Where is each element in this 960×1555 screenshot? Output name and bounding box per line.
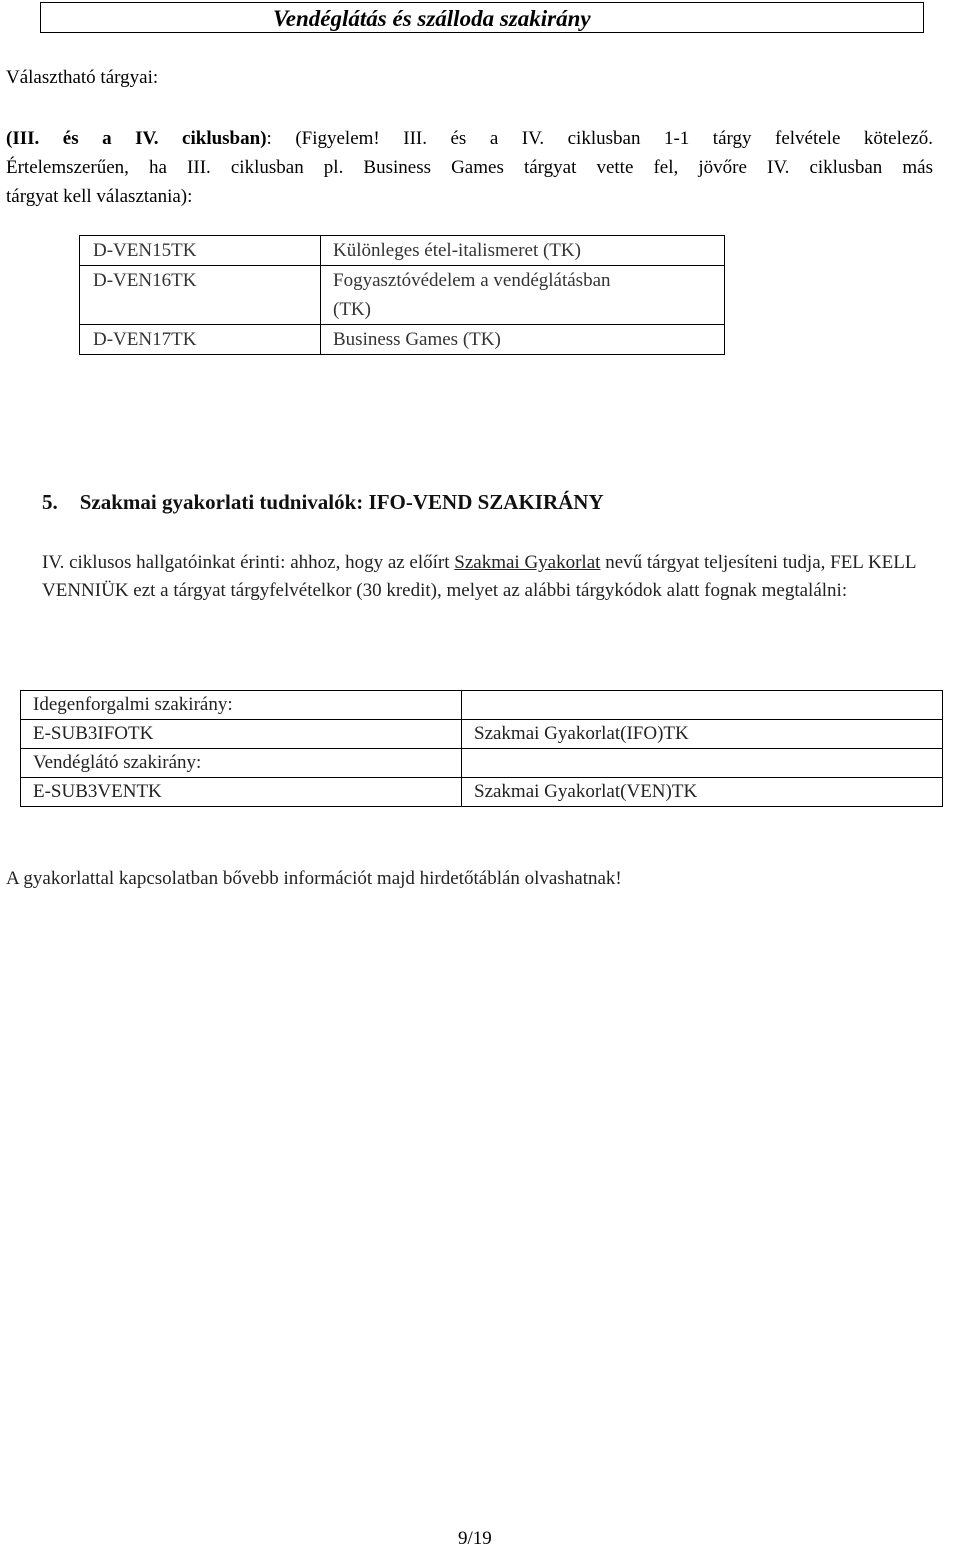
course-name-line-2: (TK) [333, 299, 371, 320]
practice-text-before: IV. ciklusos hallgatóinkat érinti: ahhoz, hogy az előírt [42, 552, 455, 573]
course-name-line-1: Fogyasztóvédelem a vendéglátásban [333, 270, 611, 291]
choosable-courses-label: Választható tárgyai: [6, 67, 159, 88]
practice-text-after: nevű tárgyat teljesíteni tudja, FEL KELL VENNIÜK ezt a tárgyat tárgyfelvételkor (30 kredit), melyet az alábbi tárgykódok alatt fognak megtalálni: [42, 552, 916, 601]
course-name [321, 266, 725, 325]
table-row [21, 778, 943, 807]
specialization-label: Vendéglátó szakirány: [21, 749, 462, 778]
intro-paragraph [6, 124, 933, 211]
practice-course-name: Szakmai Gyakorlat [454, 552, 601, 573]
practice-course-cell [462, 691, 943, 720]
practice-codes-table [20, 690, 943, 807]
practice-paragraph [42, 549, 935, 605]
practice-code: E-SUB3VENTK [21, 778, 462, 807]
course-name: Business Games (TK) [321, 325, 725, 355]
course-name: Különleges étel-italismeret (TK) [321, 236, 725, 266]
intro-line-2: Értelemszerűen, ha III. ciklusban pl. Business Games tárgyat vette fel, jövőre IV. ciklusban más [6, 157, 933, 178]
intro-bold-cycles: (III. és a IV. ciklusban) [6, 128, 267, 149]
page-number: 9/19 [458, 1528, 492, 1549]
elective-courses-table [79, 235, 725, 355]
intro-line-1 [6, 124, 933, 153]
table-row [80, 236, 725, 266]
specialization-label: Idegenforgalmi szakirány: [21, 691, 462, 720]
table-row [21, 720, 943, 749]
section-title: Szakmai gyakorlati tudnivalók: IFO-VEND SZAKIRÁNY [79, 490, 604, 514]
practice-course-cell: Szakmai Gyakorlat(IFO)TK [462, 720, 943, 749]
course-code: D-VEN15TK [80, 236, 321, 266]
table-row [80, 266, 725, 325]
intro-line-3: tárgyat kell választania): [6, 186, 193, 207]
closing-note: A gyakorlattal kapcsolatban bővebb információt majd hirdetőtáblán olvashatnak! [6, 868, 622, 889]
table-row [80, 325, 725, 355]
title-box [40, 2, 924, 33]
practice-code: E-SUB3IFOTK [21, 720, 462, 749]
course-code: D-VEN16TK [80, 266, 321, 325]
course-code: D-VEN17TK [93, 329, 197, 350]
section-number: 5. [42, 490, 58, 514]
practice-course-cell [462, 749, 943, 778]
section-heading [42, 490, 604, 515]
table-row [21, 749, 943, 778]
practice-course-cell: Szakmai Gyakorlat(VEN)TK [462, 778, 943, 807]
page-title: Vendéglátás és szálloda szakirány [273, 6, 591, 31]
table-row [21, 691, 943, 720]
intro-line-1-rest: : (Figyelem! III. és a IV. ciklusban 1-1 tárgy felvétele kötelező. [266, 128, 934, 149]
